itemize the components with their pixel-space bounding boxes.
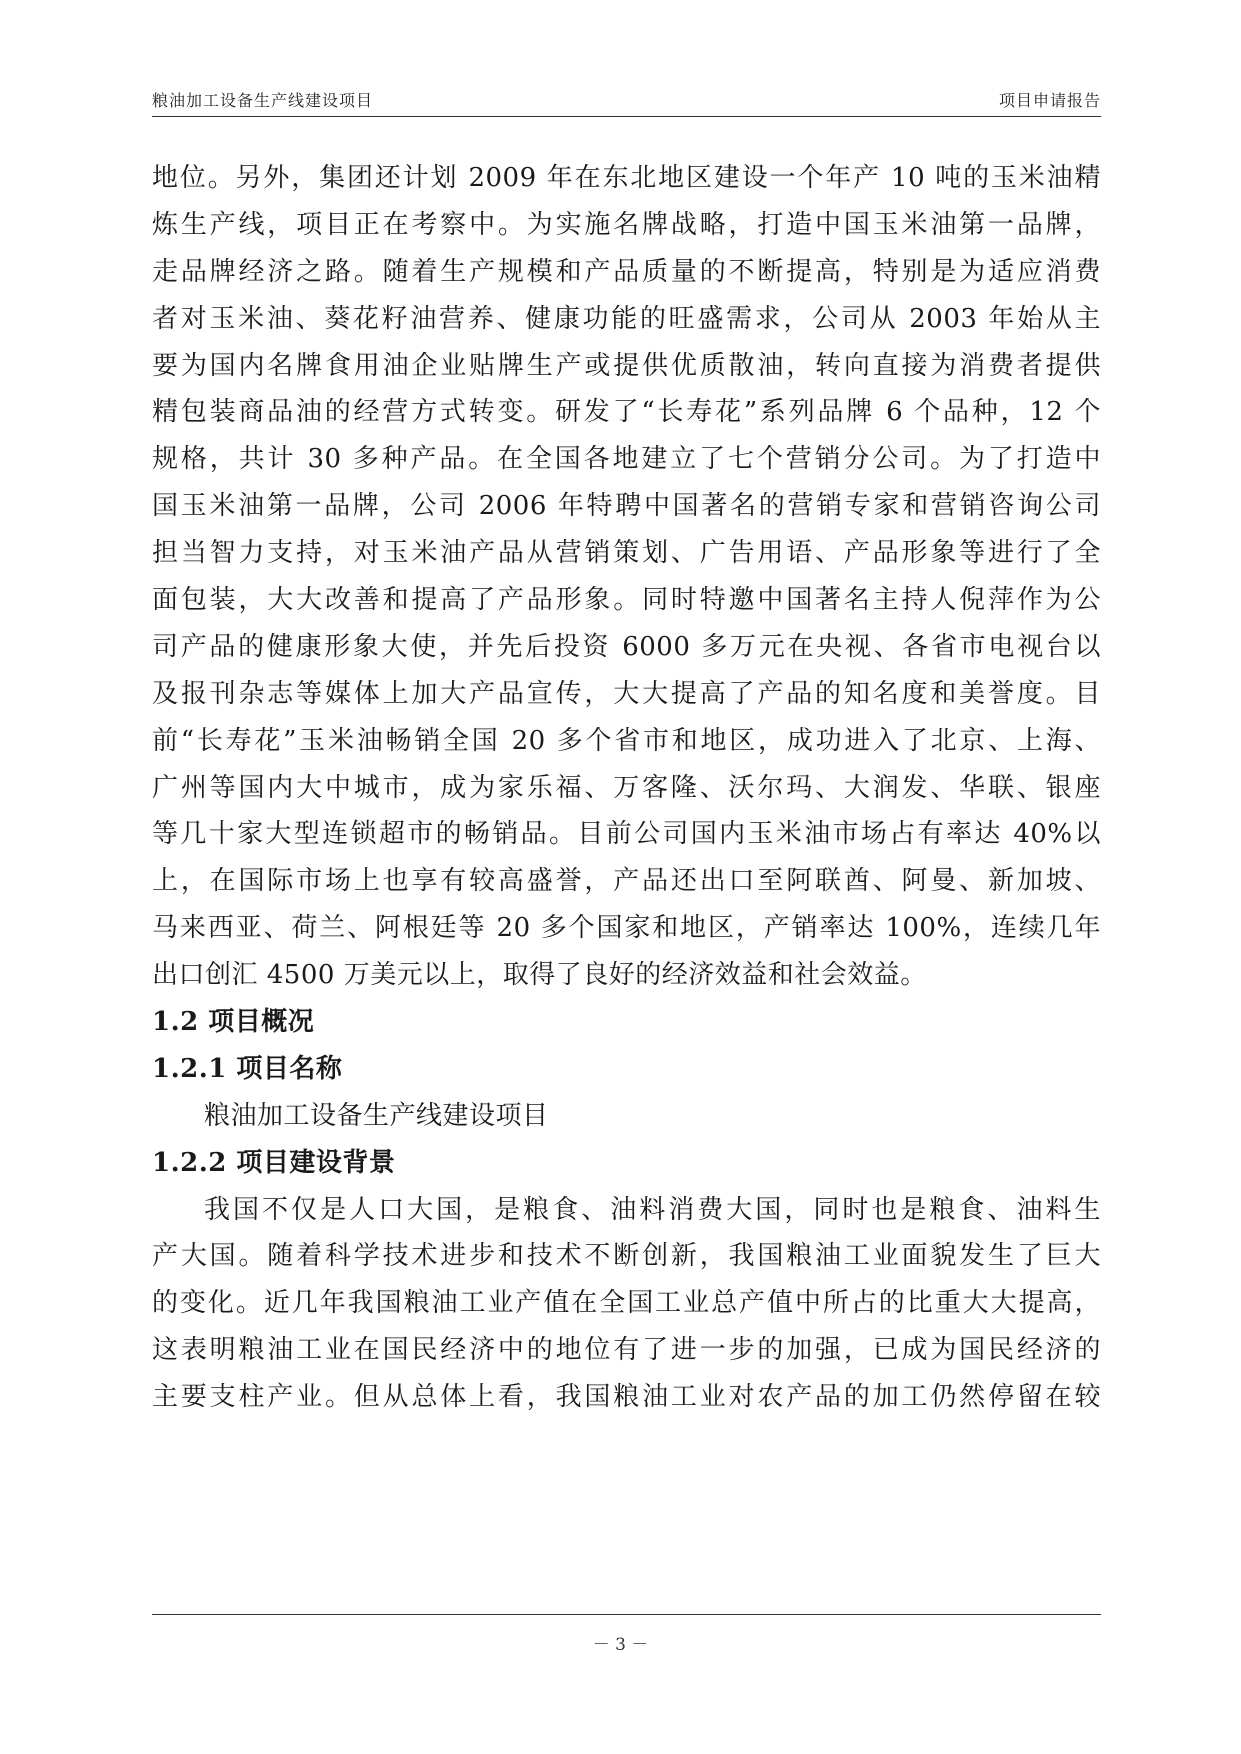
body-line: 炼生产线，项目正在考察中。为实施名牌战略，打造中国玉米油第一品牌， (152, 209, 1101, 240)
body-line: 等几十家大型连锁超市的畅销品。目前公司国内玉米油市场占有率达 40%以 (152, 819, 1101, 850)
body-line: 前“长寿花”玉米油畅销全国 20 多个省市和地区，成功进入了北京、上海、 (152, 725, 1101, 756)
section-heading: 1.2 项目概况 (152, 1007, 315, 1038)
subsection-heading: 1.2.1 项目名称 (152, 1053, 343, 1084)
body-line: 及报刊杂志等媒体上加大产品宣传，大大提高了产品的知名度和美誉度。目 (152, 678, 1101, 709)
body-line: 担当智力支持，对玉米油产品从营销策划、广告用语、产品形象等进行了全 (152, 538, 1101, 569)
header-title: 粮油加工设备生产线建设项目 (152, 91, 374, 110)
body-line: 主要支柱产业。但从总体上看，我国粮油工业对农产品的加工仍然停留在较 (152, 1382, 1101, 1413)
body-line: 者对玉米油、葵花籽油营养、健康功能的旺盛需求，公司从 2003 年始从主 (152, 303, 1101, 334)
body-line: 马来西亚、荷兰、阿根廷等 20 多个国家和地区，产销率达 100%，连续几年 (152, 913, 1101, 944)
body-line: 走品牌经济之路。随着生产规模和产品质量的不断提高，特别是为适应消费 (152, 256, 1101, 287)
subsection-heading: 1.2.2 项目建设背景 (152, 1147, 396, 1178)
body-line: 地位。另外，集团还计划 2009 年在东北地区建设一个年产 10 吨的玉米油精 (152, 163, 1101, 193)
document-body (152, 155, 1101, 1421)
body-line: 要为国内名牌食用油企业贴牌生产或提供优质散油，转向直接为消费者提供 (152, 350, 1101, 381)
body-line: 上，在国际市场上也享有较高盛誉，产品还出口至阿联酋、阿曼、新加坡、 (152, 866, 1101, 897)
page-header (152, 84, 1101, 117)
footer-divider (152, 1614, 1101, 1615)
body-line: 我国不仅是人口大国，是粮食、油料消费大国，同时也是粮食、油料生 (204, 1194, 1101, 1225)
body-line: 广州等国内大中城市，成为家乐福、万客隆、沃尔玛、大润发、华联、银座 (152, 772, 1101, 803)
body-line: 的变化。近几年我国粮油工业产值在全国工业总产值中所占的比重大大提高， (152, 1288, 1101, 1319)
page-number: － 3 － (592, 1635, 649, 1655)
body-line: 产大国。随着科学技术进步和技术不断创新，我国粮油工业面貌发生了巨大 (152, 1241, 1101, 1272)
body-line: 面包装，大大改善和提高了产品形象。同时特邀中国著名主持人倪萍作为公 (152, 585, 1101, 616)
body-line: 规格，共计 30 多种产品。在全国各地建立了七个营销分公司。为了打造中 (152, 444, 1101, 475)
body-line: 精包装商品油的经营方式转变。研发了“长寿花”系列品牌 6 个品种，12 个 (152, 397, 1101, 428)
header-doc-type: 项目申请报告 (998, 91, 1101, 110)
body-line: 出口创汇 4500 万美元以上，取得了良好的经济效益和社会效益。 (152, 960, 927, 991)
body-line: 国玉米油第一品牌，公司 2006 年特聘中国著名的营销专家和营销咨询公司 (152, 491, 1101, 522)
project-name-text: 粮油加工设备生产线建设项目 (204, 1100, 549, 1131)
body-line: 司产品的健康形象大使，并先后投资 6000 多万元在央视、各省市电视台以 (152, 631, 1101, 662)
body-line: 这表明粮油工业在国民经济中的地位有了进一步的加强，已成为国民经济的 (152, 1335, 1101, 1366)
